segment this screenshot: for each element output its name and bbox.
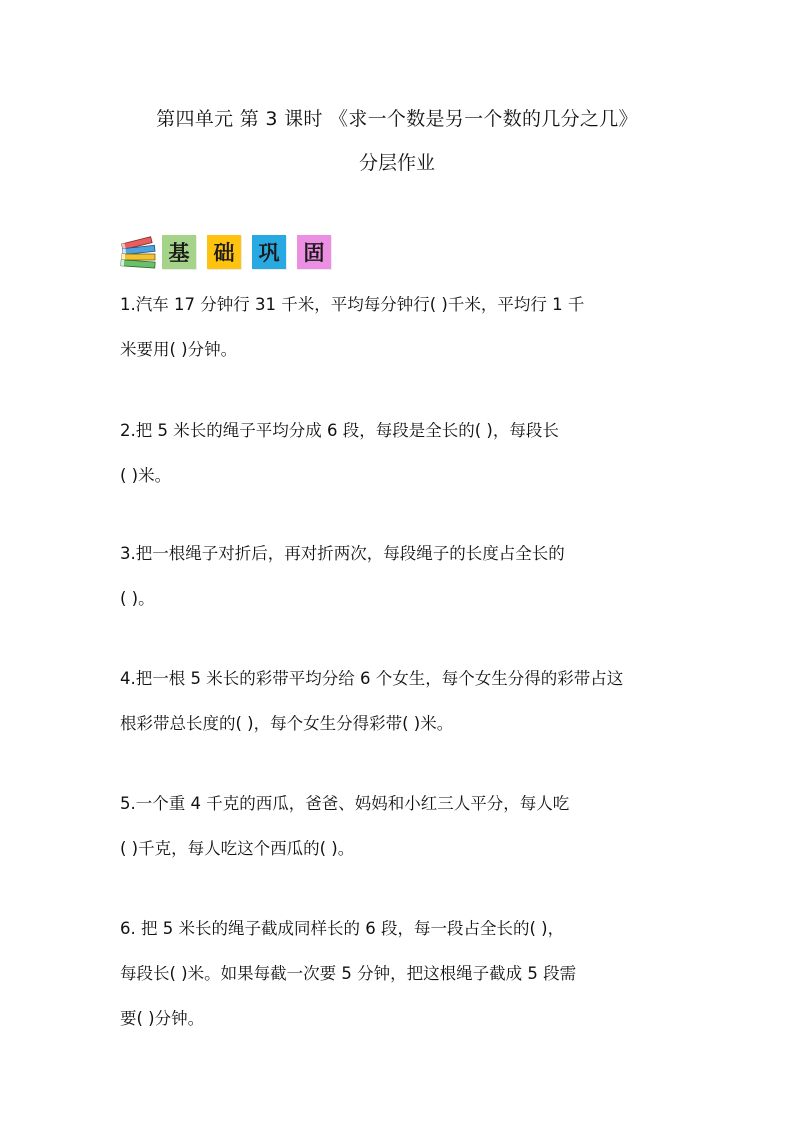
question-text-line: 1.汽车 17 分钟行 31 千米，平均每分钟行( )千米，平均行 1 千 [120, 295, 585, 314]
worksheet-title: 第四单元 第 3 课时 《求一个数是另一个数的几分之几》 [156, 108, 638, 130]
section-tile: 巩 [252, 235, 286, 269]
section-tile: 固 [297, 235, 331, 269]
question-text-line: 5.一个重 4 千克的西瓜，爸爸、妈妈和小红三人平分，每人吃 [120, 794, 570, 813]
question-text-line: 根彩带总长度的( )，每个女生分得彩带( )米。 [120, 714, 454, 733]
question-4 [120, 656, 690, 746]
books-icon [118, 234, 160, 270]
question-text-line: 每段长( )米。如果每截一次要 5 分钟，把这根绳子截成 5 段需 [120, 964, 577, 983]
section-tile: 基 [162, 235, 196, 269]
question-text-line: 米要用( )分钟。 [120, 340, 238, 359]
worksheet-subtitle: 分层作业 [358, 152, 435, 174]
question-5 [120, 781, 690, 871]
question-2 [120, 408, 690, 498]
section-header-basic-consolidation [118, 234, 342, 270]
question-text-line: ( )千克，每人吃这个西瓜的( )。 [120, 839, 355, 858]
question-text-line: 要( )分钟。 [120, 1009, 205, 1028]
question-text-line: 2.把 5 米长的绳子平均分成 6 段，每段是全长的( )，每段长 [120, 421, 559, 440]
question-text-line: 6. 把 5 米长的绳子截成同样长的 6 段，每一段占全长的( )， [120, 919, 565, 938]
question-text-line: ( )。 [120, 589, 155, 608]
question-3 [120, 531, 690, 621]
question-text-line: ( )米。 [120, 466, 172, 485]
question-6 [120, 906, 690, 1041]
section-tile: 础 [207, 235, 241, 269]
question-1 [120, 282, 690, 372]
question-text-line: 3.把一根绳子对折后，再对折两次，每段绳子的长度占全长的 [120, 544, 565, 563]
question-text-line: 4.把一根 5 米长的彩带平均分给 6 个女生，每个女生分得的彩带占这 [120, 669, 624, 688]
